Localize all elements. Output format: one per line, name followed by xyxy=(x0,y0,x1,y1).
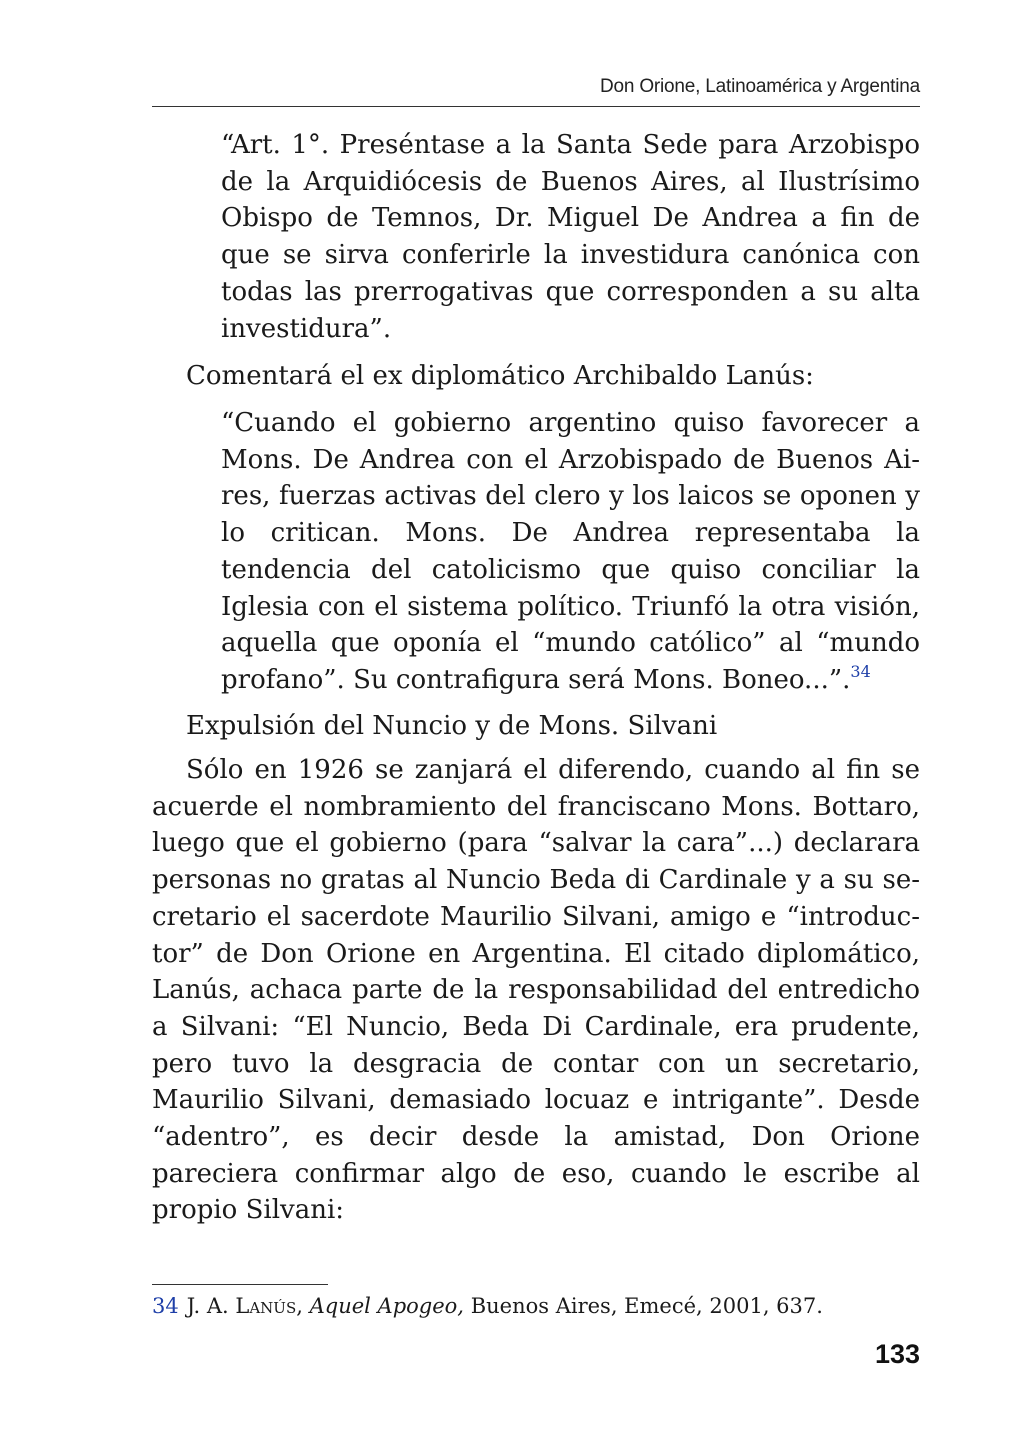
footnote-title: Aquel Apogeo, xyxy=(309,1294,464,1318)
footnote-author-surname: Lanús xyxy=(235,1294,297,1318)
footnote-reference-link[interactable]: 34 xyxy=(850,661,871,681)
intro-line: Comentará el ex diplomático Archibaldo Lanús: xyxy=(186,361,814,391)
page-number: 133 xyxy=(874,1339,920,1369)
header-divider xyxy=(152,106,920,107)
quote-decree-text: “Art. 1°. Preséntase a la Santa Sede para Arzobispo de la Arquidiócesis de Buenos Aires, al Ilustrísimo Obispo de Temnos, Dr. Miguel De Andrea a fin de que se sirva conferirle la investidura canónica con todas las prerrogativas que corresponden a su alta investidura”. xyxy=(221,130,920,344)
running-header: Don Orione, Latinoamérica y Argentina xyxy=(599,76,920,97)
section-subheading: Expulsión del Nuncio y de Mons. Silvani xyxy=(186,711,718,741)
body-paragraph xyxy=(152,752,920,1229)
footnote-author-initials: J. A. xyxy=(186,1294,229,1318)
quote-lanus-text: “Cuando el gobierno argentino quiso favorecer a Mons. De Andrea con el Arzobispado de Buenos Aires, fuerzas activas del clero y los laicos se oponen y lo critican. Mons. De Andrea representaba la tendencia del catolicismo que quiso conciliar la Iglesia con el sistema político. Triunfó la otra visión, aquella que oponía el “mundo católico” al “mundo profano”. Su contrafigura será Mons. Boneo...”. xyxy=(221,408,920,695)
footnote: 34 J. A. Lanús, Aquel Apogeo, Buenos Aires, Emecé, 2001, 637. xyxy=(152,1294,823,1318)
quote-lanus xyxy=(221,405,920,699)
quote-decree xyxy=(221,127,920,347)
body-paragraph-text: Sólo en 1926 se zanjará el diferendo, cuando al fin se acuerde el nombramiento del franciscano Mons. Bottaro, luego que el gobierno (para “salvar la cara”...) declarara personas no gratas al Nuncio Beda di Cardinale y a su secretario el sacerdote Maurilio Silvani, amigo e “introductor” de Don Orione en Argentina. El citado diplomático, Lanús, achaca parte de la responsabilidad del entredicho a Silvani: “El Nuncio, Beda Di Cardinale, era prudente, pero tuvo la desgracia de contar con un secretario, Maurilio Silvani, demasiado locuaz e intrigante”. Desde “adentro”, es decir desde la amistad, Don Orione pareciera confirmar algo de eso, cuando le escribe al propio Silvani: xyxy=(152,755,920,1226)
footnote-publication: Buenos Aires, Emecé, 2001, 637. xyxy=(470,1294,823,1318)
footnote-divider xyxy=(152,1284,328,1285)
footnote-number[interactable]: 34 xyxy=(152,1294,179,1318)
